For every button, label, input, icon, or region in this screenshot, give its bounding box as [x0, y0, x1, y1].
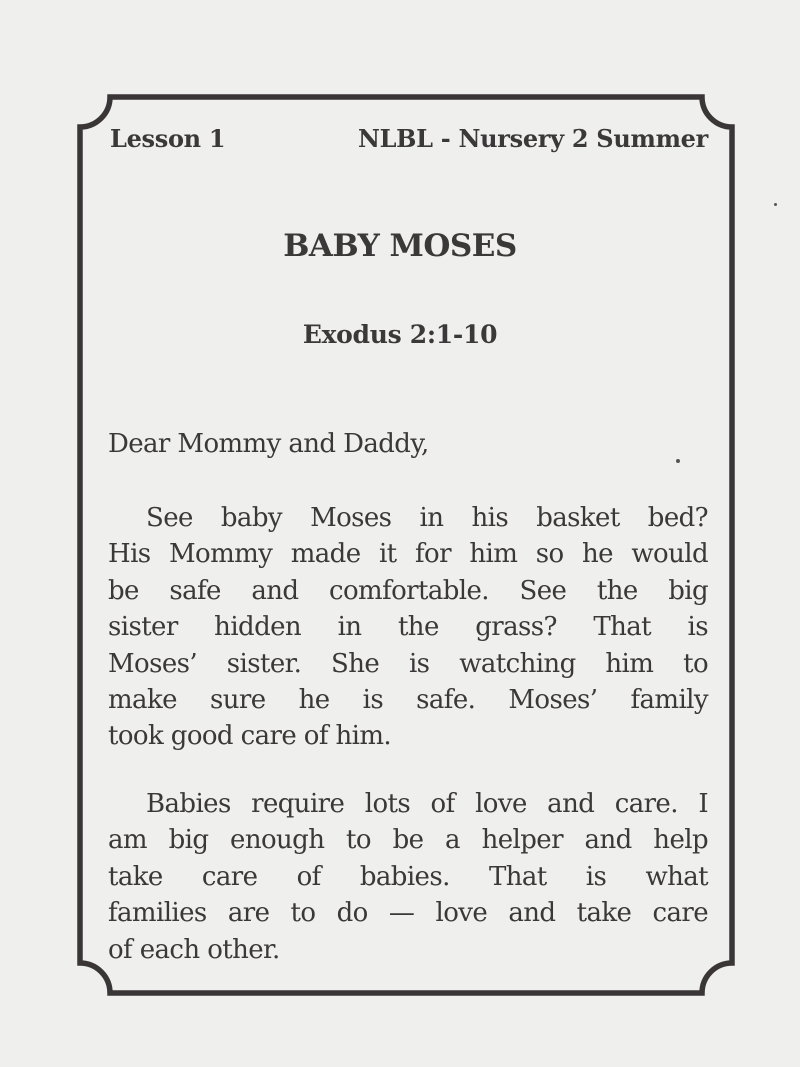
lesson-number: Lesson 1	[110, 124, 226, 153]
paragraph-line: sister hidden in the grass? That is	[108, 612, 708, 643]
paragraph-line: families are to do — love and take care	[108, 898, 708, 929]
paragraph-line: His Mommy made it for him so he would	[108, 539, 708, 570]
paper-speck	[676, 459, 680, 463]
paragraph-line: took good care of him.	[108, 721, 392, 752]
letter-paragraph-1	[108, 500, 708, 755]
paragraph-line: See baby Moses in his basket bed?	[146, 503, 708, 533]
paragraph-line: be safe and comfortable. See the big	[108, 575, 708, 606]
lesson-title: BABY MOSES	[283, 228, 517, 264]
lesson-header	[110, 124, 708, 153]
paragraph-line: Moses’ sister. She is watching him to	[108, 648, 708, 679]
paragraph-line: am big enough to be a helper and help	[108, 825, 708, 856]
letter-paragraph-2	[108, 786, 708, 968]
series-name: NLBL - Nursery 2 Summer	[357, 124, 708, 153]
letter-greeting: Dear Mommy and Daddy,	[108, 429, 429, 459]
scripture-reference: Exodus 2:1-10	[302, 320, 498, 349]
paragraph-line: take care of babies. That is what	[108, 861, 708, 892]
paragraph-line: of each other.	[108, 934, 280, 965]
paragraph-line: Babies require lots of love and care. I	[146, 789, 708, 819]
paper-speck	[774, 203, 777, 206]
paragraph-line: make sure he is safe. Moses’ family	[108, 685, 708, 716]
